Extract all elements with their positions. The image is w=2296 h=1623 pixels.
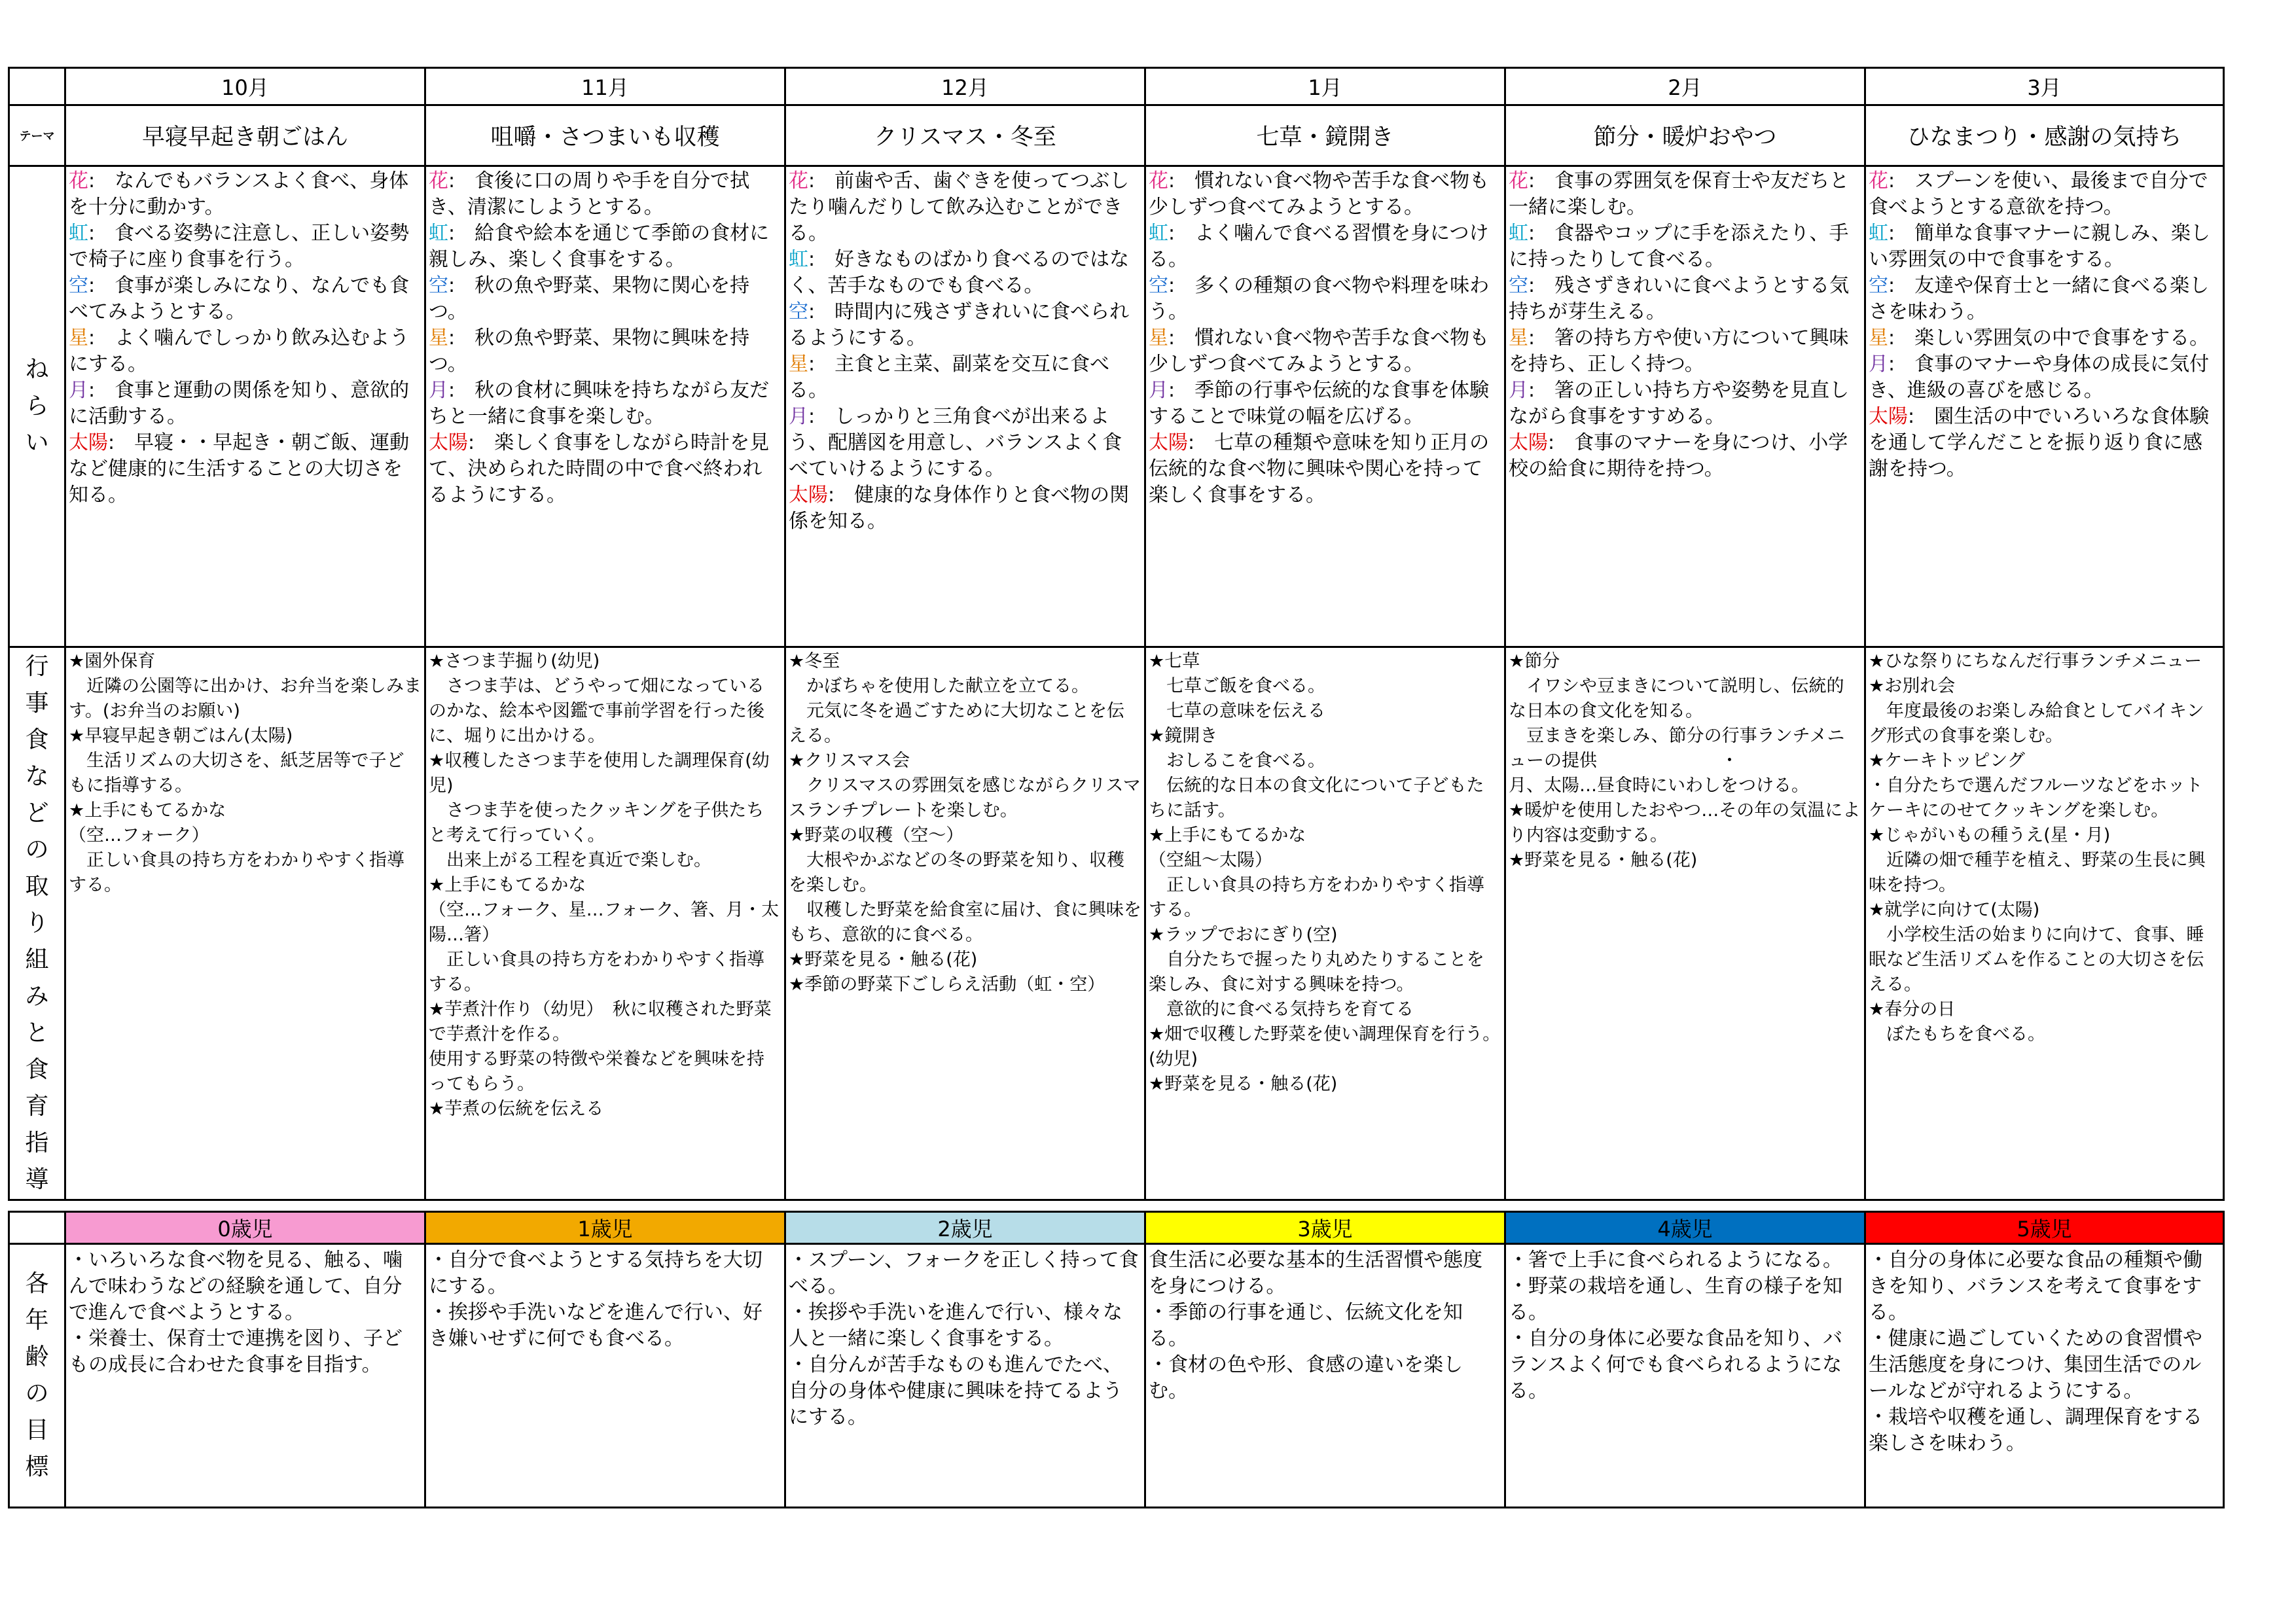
aim-line: [69, 378, 422, 430]
events-cell: [1145, 647, 1505, 1200]
aim-line: [789, 482, 1141, 535]
aim-text: : 季節の行事や伝統的な食事を体験することで味覚の幅を広げる。: [1149, 379, 1490, 428]
class-name: 花: [1149, 169, 1168, 192]
class-name: 月: [429, 379, 448, 402]
goal-cell: [785, 1244, 1145, 1508]
goal-line: ・季節の行事を通じ、伝統文化を知る。: [1149, 1301, 1463, 1350]
event-line: ★野菜を見る・触る(花): [1509, 850, 1698, 870]
event-line: 近隣の畑で種芋を植え、野菜の生長に興味を持つ。: [1869, 850, 2206, 895]
class-name: 星: [1509, 327, 1528, 349]
goal-line: ・野菜の栽培を通し、生育の様子を知る。: [1509, 1275, 1842, 1324]
goals-label-char: の: [25, 1380, 49, 1407]
event-line: 伝統的な日本の食文化について子どもたちに話す。: [1149, 776, 1484, 821]
events-label-char: 導: [25, 1166, 49, 1193]
aim-text: : 食事が楽しみになり、なんでも食べてみようとする。: [69, 274, 410, 323]
theme-row: [9, 105, 2224, 166]
aim-line: [1509, 221, 1861, 273]
goal-cell: [425, 1244, 785, 1508]
aim-text: : 食べる姿勢に注意し、正しい姿勢で椅子に座り食事を行う。: [69, 222, 410, 271]
age-goals-row: [9, 1244, 2224, 1508]
class-name: 太陽: [1509, 431, 1548, 454]
event-line: ★季節の野菜下ごしらえ活動（虹・空）: [789, 974, 1105, 995]
aim-line: [789, 247, 1141, 299]
goals-label-char: 齢: [25, 1344, 49, 1370]
event-line: ★お別れ会: [1869, 676, 1956, 696]
aims-cell: [425, 166, 785, 647]
aim-line: [1149, 273, 1501, 325]
events-label-char: 取: [25, 873, 49, 900]
aim-line: [1509, 378, 1861, 430]
event-line: ★鏡開き: [1149, 726, 1218, 746]
events-label-char: 育: [25, 1093, 49, 1120]
events-label-char: 事: [25, 690, 49, 717]
event-line: 正しい食具の持ち方をわかりやすく指導する。: [1149, 875, 1484, 920]
age-goals-table: [8, 1211, 2225, 1508]
events-label-char: 食: [25, 1056, 49, 1083]
class-name: 空: [789, 300, 808, 323]
goals-label-char: 年: [25, 1307, 49, 1334]
events-label-char: の: [25, 836, 49, 863]
aim-line: [1509, 168, 1861, 221]
aim-text: : 慣れない食べ物や苦手な食べ物も少しずつ食べてみようとする。: [1149, 327, 1490, 376]
class-name: 月: [69, 379, 88, 402]
event-line: おしるこを食べる。: [1149, 751, 1325, 771]
aim-line: [1149, 378, 1501, 430]
age-header: 5歳児: [1865, 1212, 2224, 1244]
goal-line: ・いろいろな食べ物を見る、触る、噛んで味わうなどの経験を通して、自分で進んで食べようとする。: [69, 1249, 403, 1324]
class-name: 花: [1869, 169, 1888, 192]
events-label-char: み: [25, 983, 49, 1010]
class-name: 花: [69, 169, 88, 192]
event-line: 自分たちで握ったり丸めたりすることを楽しみ、食に対する興味を持つ。: [1149, 950, 1484, 995]
class-name: 空: [1869, 274, 1888, 297]
event-line: ★春分の日: [1869, 999, 1956, 1020]
aim-line: [429, 221, 781, 273]
aim-text: : 食事と運動の関係を知り、意欲的に活動する。: [69, 379, 410, 428]
event-line: 元気に冬を過ごすために大切なことを伝える。: [789, 701, 1124, 746]
class-name: 虹: [1509, 222, 1528, 245]
event-line: さつま芋を使ったクッキングを子供たちと考えて行っていく。: [429, 800, 764, 846]
event-line: ★園外保育: [69, 651, 156, 671]
aim-text: : 好きなものばかり食べるのではなく、苦手なものでも食べる。: [789, 248, 1130, 297]
event-line: 大根やかぶなどの冬の野菜を知り、収穫を楽しむ。: [789, 850, 1124, 895]
class-name: 花: [1509, 169, 1528, 192]
class-name: 虹: [1869, 222, 1888, 245]
month-header: 3月: [1865, 68, 2224, 105]
event-line: ★節分: [1509, 651, 1560, 671]
goal-line: ・スプーン、フォークを正しく持って食べる。: [789, 1249, 1139, 1298]
aim-text: : 給食や絵本を通じて季節の食材に親しみ、楽しく食事をする。: [429, 222, 770, 271]
goal-line: ・自分の身体に必要な食品を知り、バランスよく何でも食べられるようになる。: [1509, 1327, 1842, 1402]
events-label: [9, 647, 65, 1200]
aim-line: [429, 168, 781, 221]
age-header-row: [9, 1212, 2224, 1244]
aim-text: : 多くの種類の食べ物や料理を味わう。: [1149, 274, 1490, 323]
events-cell: [785, 647, 1145, 1200]
theme-cell: 節分・暖炉おやつ: [1505, 105, 1865, 166]
class-name: 空: [429, 274, 448, 297]
aim-text: : 食事のマナーや身体の成長に気付き、進級の喜びを感じる。: [1869, 353, 2210, 402]
event-line: 七草の意味を伝える: [1149, 701, 1325, 721]
aim-text: : 秋の魚や野菜、果物に関心を持つ。: [429, 274, 750, 323]
aim-line: [69, 430, 422, 508]
event-line: ★冬至: [789, 651, 840, 671]
events-cell: [1505, 647, 1865, 1200]
events-label-char: 行: [25, 653, 49, 680]
aim-line: [69, 325, 422, 378]
theme-cell: クリスマス・冬至: [785, 105, 1145, 166]
aim-text: : 楽しい雰囲気の中で食事をする。: [1888, 327, 2210, 349]
event-line: ★野菜を見る・触る(花): [789, 950, 978, 970]
aim-text: : 園生活の中でいろいろな食体験を通して学んだことを振り返り食に感謝を持つ。: [1869, 405, 2210, 480]
class-name: 空: [1509, 274, 1528, 297]
aims-label-char: い: [25, 429, 49, 456]
event-line: ★ひな祭りにちなんだ行事ランチメニュー: [1869, 651, 2202, 671]
events-label-char: な: [25, 763, 49, 790]
event-line: ★上手にもてるかな: [69, 800, 226, 821]
aims-cell: [1865, 166, 2224, 647]
aim-text: : 食事のマナーを身につけ、小学校の給食に期待を持つ。: [1509, 431, 1848, 480]
goals-label-char: 目: [25, 1417, 49, 1444]
aim-text: : なんでもバランスよく食べ、身体を十分に動かす。: [69, 169, 409, 219]
aim-text: : 箸の持ち方や使い方について興味を持ち、正しく持つ。: [1509, 327, 1849, 376]
event-line: ★上手にもてるかな: [429, 875, 586, 895]
event-line: 出来上がる工程を真近で楽しむ。: [429, 850, 711, 870]
aim-text: : 箸の正しい持ち方や姿勢を見直しながら食事をすすめる。: [1509, 379, 1850, 428]
aim-text: : 慣れない食べ物や苦手な食べ物も少しずつ食べてみようとする。: [1149, 169, 1490, 219]
event-line: ★上手にもてるかな: [1149, 825, 1306, 846]
month-header: 1月: [1145, 68, 1505, 105]
class-name: 虹: [69, 222, 88, 245]
class-name: 星: [1869, 327, 1888, 349]
aim-line: [789, 351, 1141, 404]
event-line: かぼちゃを使用した献立を立てる。: [789, 676, 1089, 696]
class-name: 星: [69, 327, 88, 349]
aim-text: : 友達や保育士と一緒に食べる楽しさを味わう。: [1869, 274, 2210, 323]
event-line: ★畑で収穫した野菜を使い調理保育を行う。(幼児): [1149, 1024, 1501, 1069]
class-name: 虹: [789, 248, 808, 271]
class-name: 空: [69, 274, 88, 297]
aim-text: : 秋の魚や野菜、果物に興味を持つ。: [429, 327, 750, 376]
class-name: 月: [1149, 379, 1168, 402]
event-line: イワシや豆まきについて説明し、伝統的な日本の食文化を知る。: [1509, 676, 1844, 721]
class-name: 太陽: [69, 431, 108, 454]
aims-cell: [785, 166, 1145, 647]
event-line: ★ケーキトッピング: [1869, 751, 2025, 771]
event-line: 収穫した野菜を給食室に届け、食に興味をもち、意欲的に食べる。: [789, 900, 1141, 945]
theme-cell: 七草・鏡開き: [1145, 105, 1505, 166]
event-line: 正しい食具の持ち方をわかりやすく指導する。: [69, 850, 404, 895]
aim-line: [1869, 404, 2220, 482]
event-line: 近隣の公園等に出かけ、お弁当を楽しみます。(お弁当のお願い): [69, 676, 422, 721]
events-label-char: と: [25, 1020, 49, 1046]
aim-line: [1869, 273, 2220, 325]
class-name: 太陽: [1869, 405, 1908, 428]
age-header: 3歳児: [1145, 1212, 1505, 1244]
aim-line: [1509, 273, 1861, 325]
aim-text: : 七草の種類や意味を知り正月の伝統的な食べ物に興味や関心を持って楽しく食事をする。: [1149, 431, 1490, 507]
event-line: クリスマスの雰囲気を感じながらクリスマスランチプレートを楽しむ。: [789, 776, 1141, 821]
event-line: （空組～太陽）: [1149, 850, 1272, 870]
class-name: 星: [429, 327, 448, 349]
month-header: 11月: [425, 68, 785, 105]
aims-label: [9, 166, 65, 647]
aim-text: : しっかりと三角食べが出来るよう、配膳図を用意し、バランスよく食べていけるようにする。: [789, 405, 1122, 480]
class-name: 虹: [429, 222, 448, 245]
events-label-char: 指: [25, 1130, 49, 1156]
event-line: ★就学に向けて(太陽): [1869, 900, 2040, 920]
goals-label: [9, 1244, 65, 1508]
class-name: 空: [1149, 274, 1168, 297]
aim-line: [69, 221, 422, 273]
event-line: ★暖炉を使用したおやつ…その年の気温により内容は変動する。: [1509, 800, 1861, 846]
events-cell: [425, 647, 785, 1200]
month-header: 2月: [1505, 68, 1865, 105]
aim-line: [789, 168, 1141, 247]
events-row: [9, 647, 2224, 1200]
class-name: 星: [1149, 327, 1168, 349]
class-name: 花: [429, 169, 448, 192]
aim-text: : 食事の雰囲気を保育士や友だちと一緒に楽しむ。: [1509, 169, 1850, 219]
month-header: 12月: [785, 68, 1145, 105]
event-line: ・自分たちで選んだフルーツなどをホットケーキにのせてクッキングを楽しむ。: [1869, 776, 2203, 821]
event-line: ★じゃがいもの種うえ(星・月): [1869, 825, 2111, 846]
aim-line: [1869, 221, 2220, 273]
aim-line: [1149, 325, 1501, 378]
aim-text: : 秋の食材に興味を持ちながら友だちと一緒に食事を楽しむ。: [429, 379, 770, 428]
aim-text: : よく噛んでしっかり飲み込むようにする。: [69, 327, 410, 376]
aim-line: [429, 273, 781, 325]
aim-line: [429, 378, 781, 430]
theme-label: テーマ: [9, 105, 65, 166]
event-line: 生活リズムの大切さを、紙芝居等で子どもに指導する。: [69, 751, 404, 796]
aim-line: [1509, 325, 1861, 378]
age-header: 1歳児: [425, 1212, 785, 1244]
aim-line: [429, 430, 781, 508]
class-name: 太陽: [1149, 431, 1188, 454]
aims-row: [9, 166, 2224, 647]
events-label-char: ど: [25, 800, 49, 827]
aim-text: : 簡単な食事マナーに親しみ、楽しい雰囲気の中で食事をする。: [1869, 222, 2210, 271]
event-line: ★野菜を見る・触る(花): [1149, 1074, 1338, 1094]
aim-line: [69, 168, 422, 221]
event-line: ★野菜の収穫（空～）: [789, 825, 964, 846]
theme-cell: 早寝早起き朝ごはん: [65, 105, 425, 166]
event-line: さつま芋は、どうやって畑になっているのかな、絵本や図鑑で事前学習を行った後に、堀りに出かける。: [429, 676, 764, 746]
goal-cell: [65, 1244, 425, 1508]
aim-line: [1149, 168, 1501, 221]
goal-line: ・栄養士、保育士で連携を図り、子どもの成長に合わせた食事を目指す。: [69, 1327, 403, 1376]
aim-line: [429, 325, 781, 378]
goal-line: 食生活に必要な基本的生活習慣や態度を身につける。: [1149, 1249, 1482, 1298]
aim-line: [789, 299, 1141, 351]
event-line: ★さつま芋掘り(幼児): [429, 651, 600, 671]
events-cell: [1865, 647, 2224, 1200]
month-header: 10月: [65, 68, 425, 105]
aim-text: : 前歯や舌、歯ぐきを使ってつぶしたり噛んだりして飲み込むことができる。: [789, 169, 1130, 245]
class-name: 月: [789, 405, 808, 428]
event-line: ★芋煮の伝統を伝える: [429, 1099, 604, 1119]
class-name: 虹: [1149, 222, 1168, 245]
event-line: 七草ご飯を食べる。: [1149, 676, 1325, 696]
event-line: （空…フォーク、星…フォーク、箸、月・太陽…箸）: [429, 900, 780, 945]
event-line: ★芋煮汁作り（幼児） 秋に収穫された野菜で芋煮汁を作る。: [429, 999, 772, 1044]
aim-line: [1869, 325, 2220, 351]
event-line: ★ラップでおにぎり(空): [1149, 925, 1338, 945]
aim-text: : スプーンを使い、最後まで自分で食べようとする意欲を持つ。: [1869, 169, 2208, 219]
aim-line: [1869, 168, 2220, 221]
event-line: 豆まきを楽しみ、節分の行事ランチメニューの提供 ・: [1509, 726, 1845, 771]
goal-line: ・食材の色や形、食感の違いを楽しむ。: [1149, 1353, 1463, 1402]
class-name: 太陽: [789, 484, 828, 507]
theme-cell: ひなまつり・感謝の気持ち: [1865, 105, 2224, 166]
events-cell: [65, 647, 425, 1200]
goal-cell: [1865, 1244, 2224, 1508]
aim-text: : 楽しく食事をしながら時計を見て、決められた時間の中で食べ終われるようにする。: [429, 431, 770, 507]
aim-text: : 主食と主菜、副菜を交互に食べる。: [789, 353, 1110, 402]
goal-line: ・健康に過ごしていくための食習慣や生活態度を身につけ、集団生活でのルールなどが守れるようにする。: [1869, 1327, 2202, 1402]
class-name: 月: [1509, 379, 1528, 402]
aims-label-char: ら: [25, 393, 49, 419]
aim-text: : 健康的な身体作りと食べ物の関係を知る。: [789, 484, 1130, 533]
aims-cell: [65, 166, 425, 647]
event-line: 年度最後のお楽しみ給食としてバイキング形式の食事を楽しむ。: [1869, 701, 2204, 746]
aims-cell: [1145, 166, 1505, 647]
goal-line: ・挨拶や手洗いを進んで行い、様々な人と一緒に楽しく食事をする。: [789, 1301, 1122, 1350]
events-label-char: 食: [25, 726, 49, 753]
goals-label-char: 標: [25, 1454, 49, 1480]
goal-cell: [1145, 1244, 1505, 1508]
class-name: 花: [789, 169, 808, 192]
event-line: ぼたもちを食べる。: [1869, 1024, 2045, 1044]
goal-line: ・自分んが苦手なものも進んでたべ、自分の身体や健康に興味を持てるようにする。: [789, 1353, 1122, 1429]
event-line: 使用する野菜の特徴や栄養などを興味を持ってもらう。: [429, 1049, 764, 1094]
monthly-plan-table: [8, 67, 2225, 1201]
event-line: 小学校生活の始まりに向けて、食事、睡眠など生活リズムを作ることの大切さを伝える。: [1869, 925, 2204, 995]
age-header: 4歳児: [1505, 1212, 1865, 1244]
event-line: ★収穫したさつま芋を使用した調理保育(幼児): [429, 751, 770, 796]
event-line: 意欲的に食べる気持ちを育てる: [1149, 999, 1414, 1020]
aim-text: : 食後に口の周りや手を自分で拭き、清潔にしようとする。: [429, 169, 750, 219]
aim-text: : よく噛んで食べる習慣を身につける。: [1149, 222, 1489, 271]
class-name: 太陽: [429, 431, 468, 454]
theme-cell: 咀嚼・さつまいも収穫: [425, 105, 785, 166]
goal-line: ・自分で食べようとする気持ちを大切にする。: [429, 1249, 762, 1298]
event-line: ★クリスマス会: [789, 751, 910, 771]
event-line: 正しい食具の持ち方をわかりやすく指導する。: [429, 950, 764, 995]
corner-cell: [9, 1212, 65, 1244]
age-header: 2歳児: [785, 1212, 1145, 1244]
event-line: ★七草: [1149, 651, 1200, 671]
goal-line: ・自分の身体に必要な食品の種類や働きを知り、バランスを考えて食事をする。: [1869, 1249, 2202, 1324]
goal-line: ・箸で上手に食べられるようになる。: [1509, 1249, 1842, 1272]
aim-text: : 早寝・・早起き・朝ご飯、運動など健康的に生活することの大切さを知る。: [69, 431, 410, 507]
aim-text: : 食器やコップに手を添えたり、手に持ったりして食べる。: [1509, 222, 1849, 271]
goal-cell: [1505, 1244, 1865, 1508]
aim-line: [1869, 351, 2220, 404]
month-header-row: [9, 68, 2224, 105]
event-line: 月、太陽…昼食時にいわしをつける。: [1509, 776, 1809, 796]
events-label-char: り: [25, 910, 49, 936]
aim-line: [1149, 221, 1501, 273]
goal-line: ・栽培や収穫を通し、調理保育をする楽しさを味わう。: [1869, 1406, 2202, 1455]
aim-line: [1149, 430, 1501, 508]
aim-line: [789, 404, 1141, 482]
aim-line: [69, 273, 422, 325]
event-line: ★早寝早起き朝ごはん(太陽): [69, 726, 293, 746]
aim-text: : 時間内に残さずきれいに食べられるようにする。: [789, 300, 1130, 349]
class-name: 月: [1869, 353, 1888, 376]
event-line: （空…フォーク）: [69, 825, 209, 846]
aims-label-char: ね: [25, 356, 49, 383]
events-label-char: 組: [25, 946, 49, 973]
aim-line: [1509, 430, 1861, 482]
goals-label-char: 各: [25, 1270, 49, 1297]
class-name: 星: [789, 353, 808, 376]
age-header: 0歳児: [65, 1212, 425, 1244]
aims-cell: [1505, 166, 1865, 647]
aim-text: : 残さずきれいに食べようとする気持ちが芽生える。: [1509, 274, 1850, 323]
corner-cell: [9, 68, 65, 105]
goal-line: ・挨拶や手洗いなどを進んで行い、好き嫌いせずに何でも食べる。: [429, 1301, 762, 1350]
